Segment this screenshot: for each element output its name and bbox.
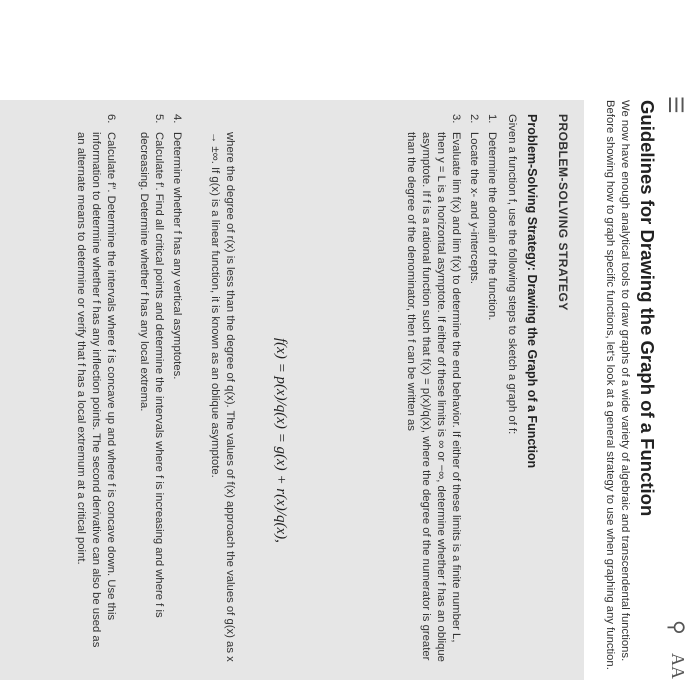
- intro-paragraph: We now have enough analytical tools to draw graphs of a wide variety of algebraic and transcendental functions. Before showing how to graph specific functions, let's look at a general strategy to use when graphing any function.: [604, 100, 631, 670]
- step-text: Calculate f′. Find all critical points and determine the intervals where f is increasing and where f is decreasing. Determine whether f has any local extrema.: [138, 132, 165, 618]
- step-number: 1.: [486, 114, 498, 124]
- strategy-label: PROBLEM-SOLVING STRATEGY: [556, 114, 570, 311]
- reader-toolbar: [660, 88, 694, 688]
- font-size-icon[interactable]: AA: [668, 653, 688, 679]
- step-text: Determine whether f has any vertical asymptotes.: [171, 132, 183, 380]
- search-icon[interactable]: ⚲: [665, 620, 687, 635]
- formula-explanation: where the degree of r(x) is less than the degree of q(x). The values of f(x) approach the values of g(x) as x → ±∞. If g(x) is a linear function, it is known as an oblique asymptote.: [209, 132, 236, 662]
- step-2: [466, 114, 481, 662]
- step-number: 3.: [450, 114, 462, 124]
- step-text: Evaluate lim f(x) and lim f(x) to determine the end behavior. If either of these limits is a finite number L, then y = L is a horizontal asymptote. If either of these limits is ∞ or −∞, determine whether f has an oblique asymptote. If f is a rational function such that f(x) = p(x)/q(x), where the degree of the numerator is greater than the degree of the denominator, then f can be written as: [405, 132, 462, 662]
- strategy-intro: Given a function f, use the following steps to sketch a graph of f:: [506, 114, 518, 435]
- step-number: 5.: [153, 114, 165, 124]
- menu-icon[interactable]: ☰: [664, 96, 686, 114]
- step-number: 4.: [171, 114, 183, 124]
- step-text: Locate the x- and y-intercepts.: [468, 132, 480, 284]
- reader-page: [10, 88, 694, 688]
- oblique-asymptote-formula: f(x) = p(x)/q(x) = g(x) + r(x)/q(x),: [273, 338, 289, 543]
- step-5: [136, 114, 166, 662]
- step-3: [403, 114, 463, 662]
- step-text: Calculate f″. Determine the intervals where f is concave up and where f is concave down. Use this information to determine whether f has any inflection points. The second derivative can also be used as an alternate means to determine or verify that f has a local extremum at a critical point.: [75, 132, 117, 648]
- step-4: [169, 114, 184, 662]
- page-title: Guidelines for Drawing the Graph of a Function: [637, 100, 658, 517]
- step-6: [73, 114, 118, 662]
- step-1: [484, 114, 499, 662]
- step-number: 2.: [468, 114, 480, 124]
- strategy-heading: Problem-Solving Strategy: Drawing the Graph of a Function: [525, 114, 539, 469]
- step-text: Determine the domain of the function.: [486, 132, 498, 321]
- step-number: 6.: [105, 114, 117, 124]
